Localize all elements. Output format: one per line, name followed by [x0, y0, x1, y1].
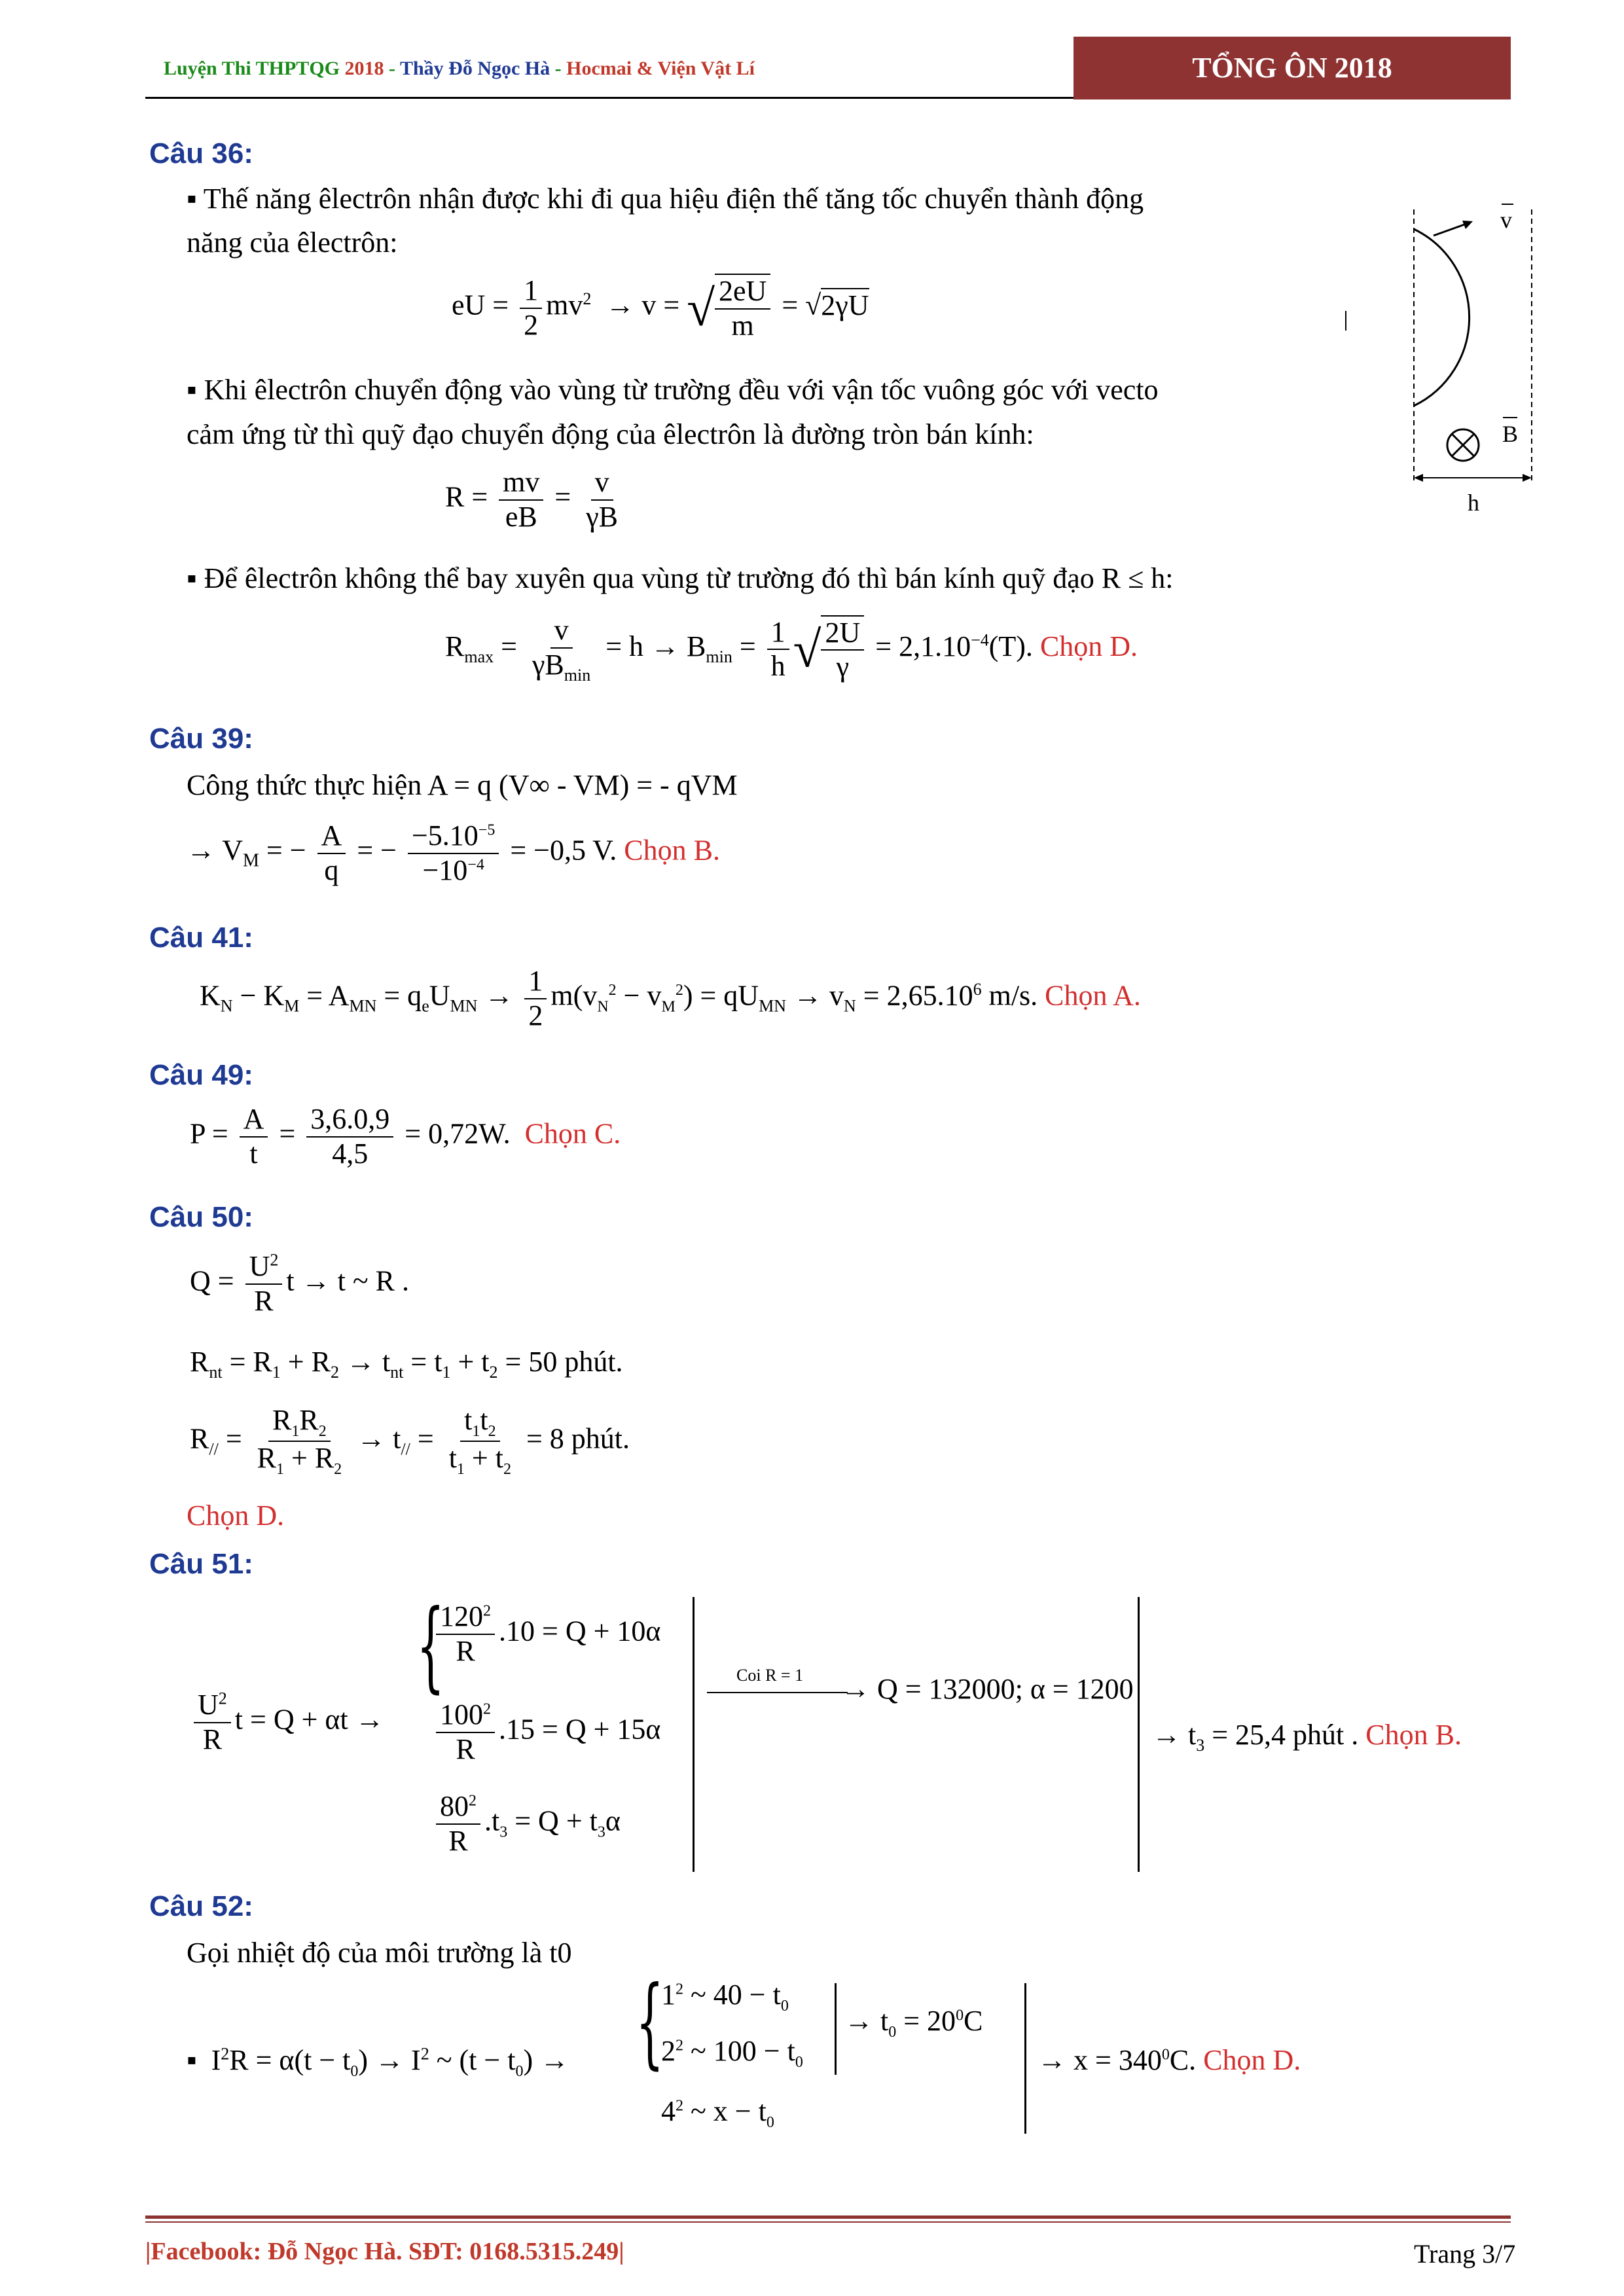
q50-answer: Chọn D.: [187, 1499, 285, 1532]
q51-note: Coi R = 1: [736, 1666, 804, 1685]
q51-system-bar: [693, 1597, 695, 1872]
q49-answer: Chọn C.: [524, 1117, 621, 1150]
q52-result: → $x = 340^0C$. Chọn D.: [1038, 2044, 1301, 2076]
q36-line4: cảm ứng từ thì quỹ đạo chuyển động của êlectrôn là đường tròn bán kính:: [187, 418, 1034, 450]
width-label: h: [1468, 490, 1479, 516]
footer-divider-thin: [145, 2221, 1511, 2223]
header-part: 2018: [344, 58, 384, 79]
q51-solution: → Q = 132000; α = 1200: [841, 1673, 1134, 1705]
electron-trajectory: [1414, 229, 1470, 406]
q41-formula: $K_N - K_M = A_{MN} = q_eU_{MN}$ → $\frac{1}{2}$ $m(v_N^2 - v_M^2) = qU_{MN} \to v_N = 2,65.10^6$ m/s. Chọn A.: [200, 965, 1141, 1031]
q51-eq3: $\frac{80^2}{R}$ $.t_3 = Q + t_3\alpha$: [432, 1790, 621, 1857]
q50-formula-3: $R_{//}$ = $\frac{R_1R_2}{R_1 + R_2}$ → $t_{//}$ = $\frac{t_1t_2}{t_1 + t_2}$ = 8 phút.: [190, 1404, 630, 1479]
q52-left-brace: {: [636, 1965, 664, 2079]
footer-contact-text: |Facebook: Đỗ Ngọc Hà. SĐT: 0168.5315.249|: [145, 2238, 624, 2265]
q39-line1: Công thức thực hiện A = q (V∞ - VM) = - qVM: [187, 769, 738, 801]
dim-arrowhead: [1523, 474, 1532, 482]
question-39-title: Câu 39:: [149, 723, 253, 755]
velocity-label: v: [1500, 207, 1512, 233]
divider-tick: [1345, 311, 1346, 331]
question-41-title: Câu 41:: [149, 922, 253, 954]
q51-left-brace: {: [416, 1589, 445, 1703]
q36-formula-radius: R = $\frac{mv}{eB}$ = $\frac{v}{\gamma B}$: [445, 466, 619, 533]
q52-eq2: $2^2$ ~ $100 - t_0$: [661, 2035, 803, 2071]
q52-line1: Gọi nhiệt độ của môi trường là t0: [187, 1937, 572, 1969]
header-part: Thầy Đỗ Ngọc Hà: [399, 58, 550, 79]
q52-right-bar: [1024, 1983, 1026, 2134]
question-49-title: Câu 49:: [149, 1059, 253, 1091]
header-part: -: [384, 58, 400, 79]
q51-formula-left: $\frac{U^2}{R}$ t = Q + αt →: [190, 1689, 384, 1756]
q51-eq2: $\frac{100^2}{R}$ .15 = Q + 15α: [432, 1698, 660, 1766]
dim-arrowhead: [1414, 474, 1423, 482]
q50-formula-1: Q = $\frac{U^2}{R}$ t → t ~ R .: [190, 1250, 409, 1317]
question-50-title: Câu 50:: [149, 1201, 253, 1233]
question-52-title: Câu 52:: [149, 1890, 253, 1922]
q36-line3: ▪ Khi êlectrôn chuyển động vào vùng từ trường đều với vận tốc vuông góc với vecto: [187, 374, 1159, 406]
header-part: Hocmai & Viện Vật Lí: [566, 58, 755, 79]
q51-eq1: $\frac{120^2}{R}$ .10 = Q + 10α: [432, 1600, 660, 1668]
question-36-title: Câu 36:: [149, 137, 253, 170]
magnetic-field-figure: [1407, 190, 1538, 524]
q39-formula: → $V_M$ = − $\frac{A}{q}$ = − $\frac{-5.10^{-5}}{-10^{-4}}$ = −0,5 V. Chọn B.: [187, 819, 720, 886]
footer-contact: [145, 2237, 624, 2266]
q50-formula-2: $R_{nt} = R_1 + R_2 \to t_{nt} = t_1 + t_2 = 50$ phút.: [190, 1346, 623, 1382]
q52-answer: Chọn D.: [1203, 2044, 1301, 2076]
velocity-arrow: [1434, 224, 1466, 236]
q49-formula: P = $\frac{A}{t}$ = $\frac{3,6.0,9}{4,5}$ = 0,72W. Chọn C.: [190, 1103, 621, 1170]
q39-answer: Chọn B.: [624, 834, 720, 867]
footer-divider: [145, 2215, 1511, 2219]
q41-answer: Chọn A.: [1045, 979, 1141, 1012]
q51-result: → $t_3 = 25,4$ phút . Chọn B.: [1152, 1719, 1462, 1755]
header-title: [164, 58, 755, 80]
q36-answer: Chọn D.: [1039, 630, 1138, 663]
q36-formula-bmin: $R_{max}$ = $\frac{v}{\gamma B_{min}}$ = $h \to B_{min}$ = $\frac{1}{h}$ √ $\frac{2U}{\gamma}$ = $2,1.10^{-4}(T)$. Chọn D.: [445, 614, 1138, 685]
q36-line5: ▪ Để êlectrôn không thể bay xuyên qua vùng từ trường đó thì bán kính quỹ đạo R ≤ h:: [187, 562, 1174, 594]
header-part: -: [550, 58, 567, 79]
q51-arrow-line: [707, 1692, 848, 1693]
q52-eq3: $4^2$ ~ $x - t_0$: [661, 2095, 774, 2131]
q51-answer: Chọn B.: [1365, 1719, 1462, 1751]
header-divider: [145, 97, 1075, 99]
header-badge: TỔNG ÔN 2018: [1074, 37, 1511, 99]
field-label: B: [1502, 421, 1519, 447]
q36-line2: năng của êlectrôn:: [187, 226, 398, 259]
header-part: Luyện Thi THPTQG: [164, 58, 345, 79]
q52-t0: → $t_0 = 20^0C$: [844, 2005, 983, 2041]
q36-formula-energy: eU = $\frac{1}{2}$ $mv^2 \to v$ = √ $\frac{2eU}{m}$ = √2γU: [452, 274, 869, 342]
q52-inner-bar: [835, 1983, 837, 2075]
footer-page-number: Trang 3/7: [1414, 2239, 1516, 2269]
q52-formula-left: ▪ $I^2R = \alpha(t - t_0) \to I^2$ ~ $(t - t_0)$ →: [187, 2044, 569, 2080]
q51-right-bar: [1138, 1597, 1140, 1872]
question-51-title: Câu 51:: [149, 1548, 253, 1580]
q36-line1: ▪ Thế năng êlectrôn nhận được khi đi qua hiệu điện thế tăng tốc chuyển thành động: [187, 183, 1144, 215]
q52-eq1: $1^2$ ~ $40 - t_0$: [661, 1979, 789, 2015]
